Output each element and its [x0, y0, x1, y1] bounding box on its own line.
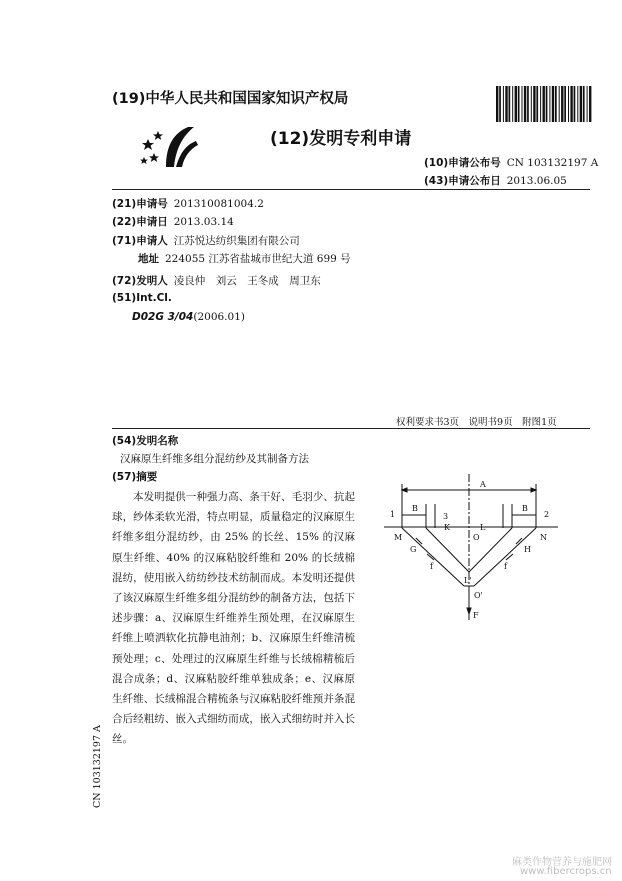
- barcode-bar: [559, 86, 560, 122]
- barcode-bar: [580, 86, 582, 122]
- fig-label-O: O: [473, 533, 480, 542]
- fig-label-Lprime: L': [464, 576, 472, 585]
- title-label: (54)发明名称: [112, 435, 179, 447]
- fig-label-N: N: [540, 533, 547, 542]
- barcode-bar: [549, 86, 550, 122]
- barcode-bar: [574, 86, 576, 122]
- barcode-bar: [527, 86, 529, 122]
- address: 地址 224055 江苏省盐城市世纪大道 699 号: [138, 253, 351, 265]
- barcode-bar: [531, 86, 532, 122]
- barcode-bar: [509, 86, 511, 122]
- applicant: (71)申请人 江苏悦达纺织集团有限公司: [112, 235, 300, 247]
- barcode-bar: [524, 86, 526, 122]
- barcode-bar: [503, 86, 504, 122]
- fig-label-Oprime: O': [474, 591, 483, 600]
- int-cl: (51)Int.Cl.: [112, 292, 172, 304]
- publication-date: (43)申请公布日 2013.06.05: [424, 175, 567, 187]
- barcode-bar: [522, 86, 523, 122]
- abstract-label: (57)摘要: [112, 471, 158, 483]
- barcode-bar: [564, 86, 566, 122]
- barcode-bar: [540, 86, 541, 122]
- barcode: [496, 86, 592, 122]
- publication-number: (10)申请公布号 CN 103132197 A: [424, 157, 599, 169]
- barcode-bar: [589, 86, 591, 122]
- barcode-bar: [587, 86, 588, 122]
- fig-label-f2: f: [504, 562, 507, 571]
- barcode-bar: [533, 86, 535, 122]
- barcode-bar: [543, 86, 545, 122]
- fig-label-f1: f: [430, 562, 433, 571]
- barcode-bar: [499, 86, 501, 122]
- fig-label-3: 3: [443, 512, 449, 521]
- cnipa-logo-icon: [140, 125, 200, 171]
- inventors: (72)发明人 凌良仲 刘云 王冬成 周卫东: [112, 275, 321, 287]
- abstract-text: 本发明提供一种强力高、条干好、毛羽少、抗起球，纱体柔软光滑，特点明显，质量稳定的汉麻原生纤维多组分混纺纱，由 25% 的长丝、15% 的汉麻原生纤维、40% 的汉麻粘胶纤维和 20% 的长绒棉混纺，使用嵌入纺纺纱技术纺制而成。本发明还提供了该汉麻原生纤维多组分混纺纱的制备方法，包括下述步骤：a、汉麻原生纤维养生预处理，在汉麻原生纤维上喷洒软化抗静电油剂；b、汉麻原生纤维清梳预处理；c、处理过的汉麻原生纤维与长绒棉精梳后混合成条；d、汉麻粘胶纤维单独成条；e、汉麻原生纤维、长绒棉混合精梳条与汉麻粘胶纤维预并条混合后经粗纺、嵌入式细纺而成，嵌入式细纺时并入长丝。: [112, 491, 355, 746]
- barcode-bar: [512, 86, 513, 122]
- fig-label-2: 2: [544, 510, 550, 519]
- fig-label-F: F: [473, 611, 479, 620]
- barcode-bar: [505, 86, 507, 122]
- drawing-figure: [372, 474, 572, 624]
- barcode-bar: [515, 86, 517, 122]
- barcode-bar: [536, 86, 538, 122]
- barcode-bar: [561, 86, 563, 122]
- fig-label-1: 1: [390, 510, 396, 519]
- watermark-url: www.fibercrops.cn: [520, 866, 612, 877]
- pages-info: 权利要求书3页 说明书9页 附图1页: [396, 417, 557, 428]
- application-number: (21)申请号 201310081004.2: [112, 198, 264, 210]
- application-date: (22)申请日 2013.03.14: [112, 216, 234, 228]
- office-name: (19)中华人民共和国国家知识产权局: [112, 91, 349, 107]
- barcode-bar: [518, 86, 520, 122]
- fig-label-G: G: [410, 545, 417, 554]
- fig-label-A: A: [480, 480, 486, 489]
- barcode-bar: [496, 86, 498, 122]
- watermark-cn: 麻类作物营养与施肥网: [512, 857, 612, 868]
- barcode-bar: [552, 86, 554, 122]
- invention-title: 汉麻原生纤维多组分混纺纱及其制备方法: [120, 453, 309, 465]
- section-divider: [112, 428, 590, 429]
- fig-label-K: K: [444, 523, 450, 532]
- fig-label-H: H: [524, 545, 531, 554]
- document-type: (12)发明专利申请: [270, 129, 412, 149]
- fig-label-B2: B: [522, 504, 528, 513]
- barcode-bar: [555, 86, 557, 122]
- barcode-bar: [583, 86, 585, 122]
- fig-label-B1: B: [412, 504, 418, 513]
- side-publication-number: CN 103132197 A: [92, 725, 103, 808]
- fig-label-M: M: [394, 533, 403, 542]
- int-cl-code: D02G 3/04(2006.01): [132, 311, 245, 323]
- fig-label-L: L: [480, 523, 486, 532]
- barcode-bar: [577, 86, 578, 122]
- barcode-bar: [568, 86, 569, 122]
- barcode-bar: [570, 86, 572, 122]
- header-divider: [112, 189, 590, 190]
- barcode-bar: [546, 86, 548, 122]
